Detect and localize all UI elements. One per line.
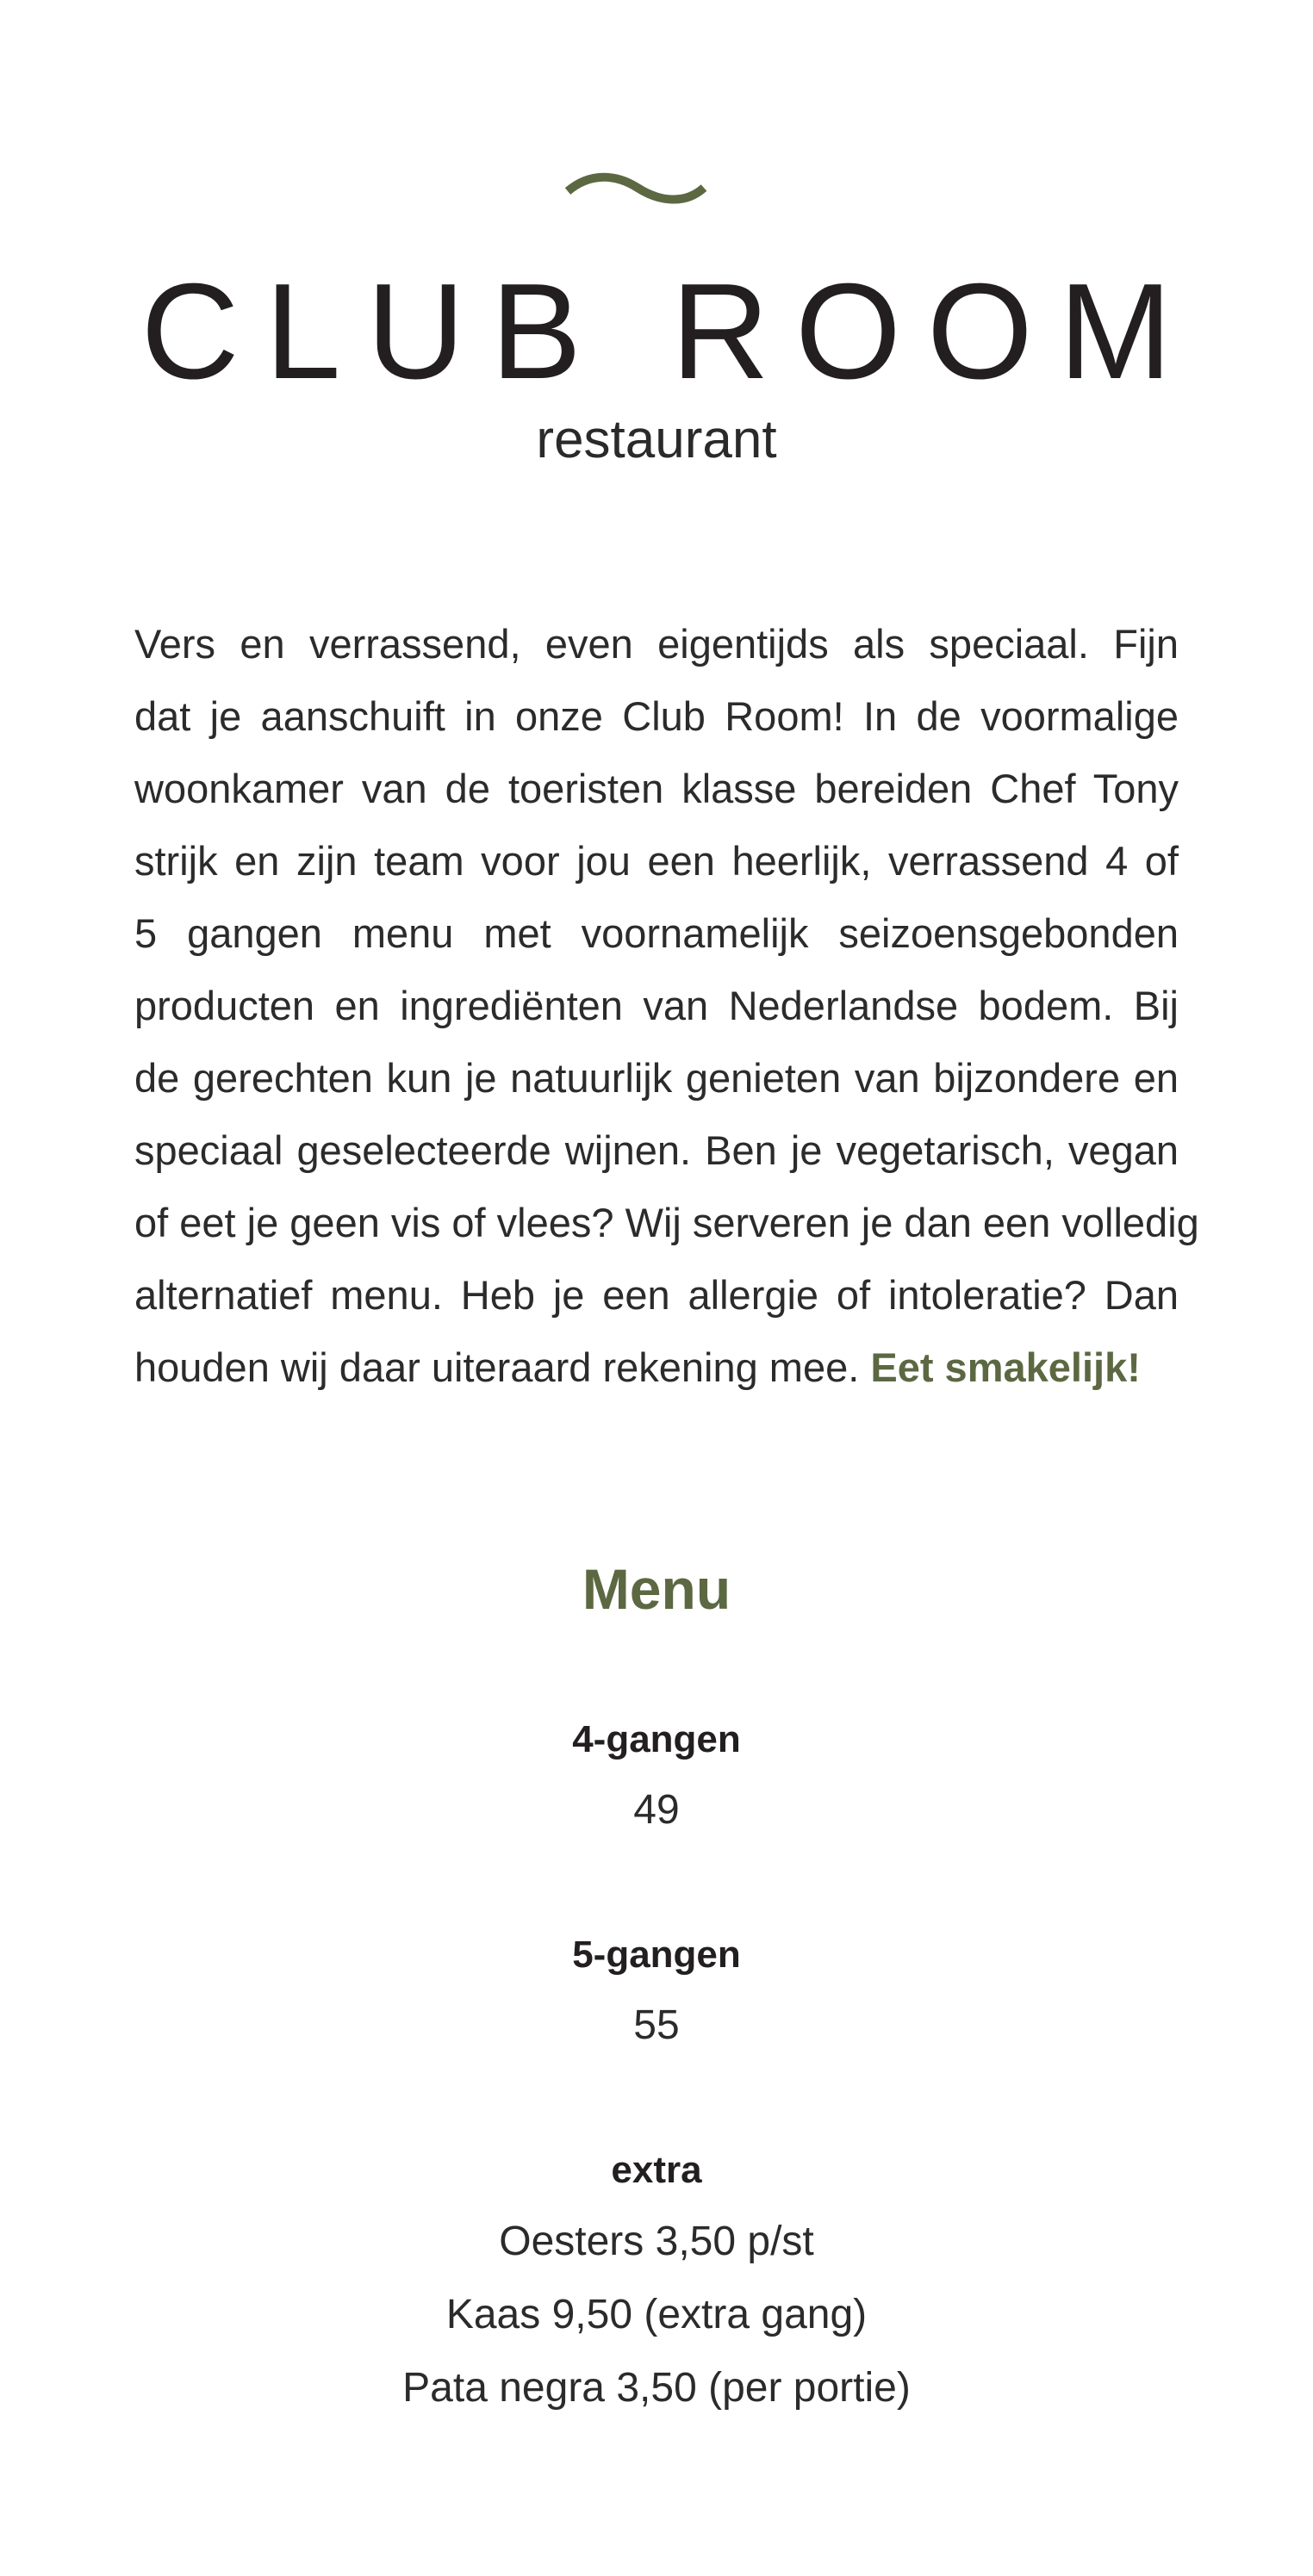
menu-heading: Menu xyxy=(582,1557,731,1621)
intro-line: Vers en verrassend, even eigentijds als speciaal. Fijn xyxy=(134,621,1179,667)
intro-paragraph xyxy=(134,608,1199,1404)
intro-line: speciaal geselecteerde wijnen. Ben je vegetarisch, vegan xyxy=(134,1127,1179,1173)
intro-line: woonkamer van de toeristen klasse bereiden Chef Tony xyxy=(134,766,1179,811)
extra-item: Kaas 9,50 (extra gang) xyxy=(445,2292,868,2337)
intro-line: producten en ingrediënten van Nederlandse bodem. Bij xyxy=(134,983,1179,1028)
intro-line: strijk en zijn team voor jou een heerlijk, verrassend 4 of xyxy=(134,838,1179,884)
intro-line-text: houden wij daar uiteraard rekening mee. xyxy=(134,1344,860,1390)
closing-greeting: Eet smakelijk! xyxy=(870,1344,1141,1390)
extra-item: Pata negra 3,50 (per portie) xyxy=(402,2365,911,2411)
intro-line: de gerechten kun je natuurlijk genieten van bijzondere en xyxy=(134,1055,1179,1101)
extra-heading: extra xyxy=(611,2149,702,2191)
intro-line: dat je aanschuift in onze Club Room! In de voormalige xyxy=(134,693,1179,739)
extra-item: Oesters 3,50 p/st xyxy=(499,2219,814,2264)
restaurant-subtitle: restaurant xyxy=(536,410,777,469)
intro-last-line xyxy=(134,1331,1179,1404)
menu-option-price: 49 xyxy=(633,1787,680,1833)
menu-option-label: 4-gangen xyxy=(572,1718,741,1760)
intro-line: alternatief menu. Heb je een allergie of intoleratie? Dan xyxy=(134,1272,1179,1318)
restaurant-name: CLUB ROOM xyxy=(140,256,1198,407)
intro-line: 5 gangen menu met voornamelijk seizoensgebonden xyxy=(134,910,1179,956)
intro-line: of eet je geen vis of vlees? Wij serveren je dan een volledig xyxy=(134,1200,1199,1245)
menu-option-price: 55 xyxy=(633,2002,680,2048)
tilde-wave-icon xyxy=(564,172,711,215)
menu-option-label: 5-gangen xyxy=(572,1934,741,1976)
